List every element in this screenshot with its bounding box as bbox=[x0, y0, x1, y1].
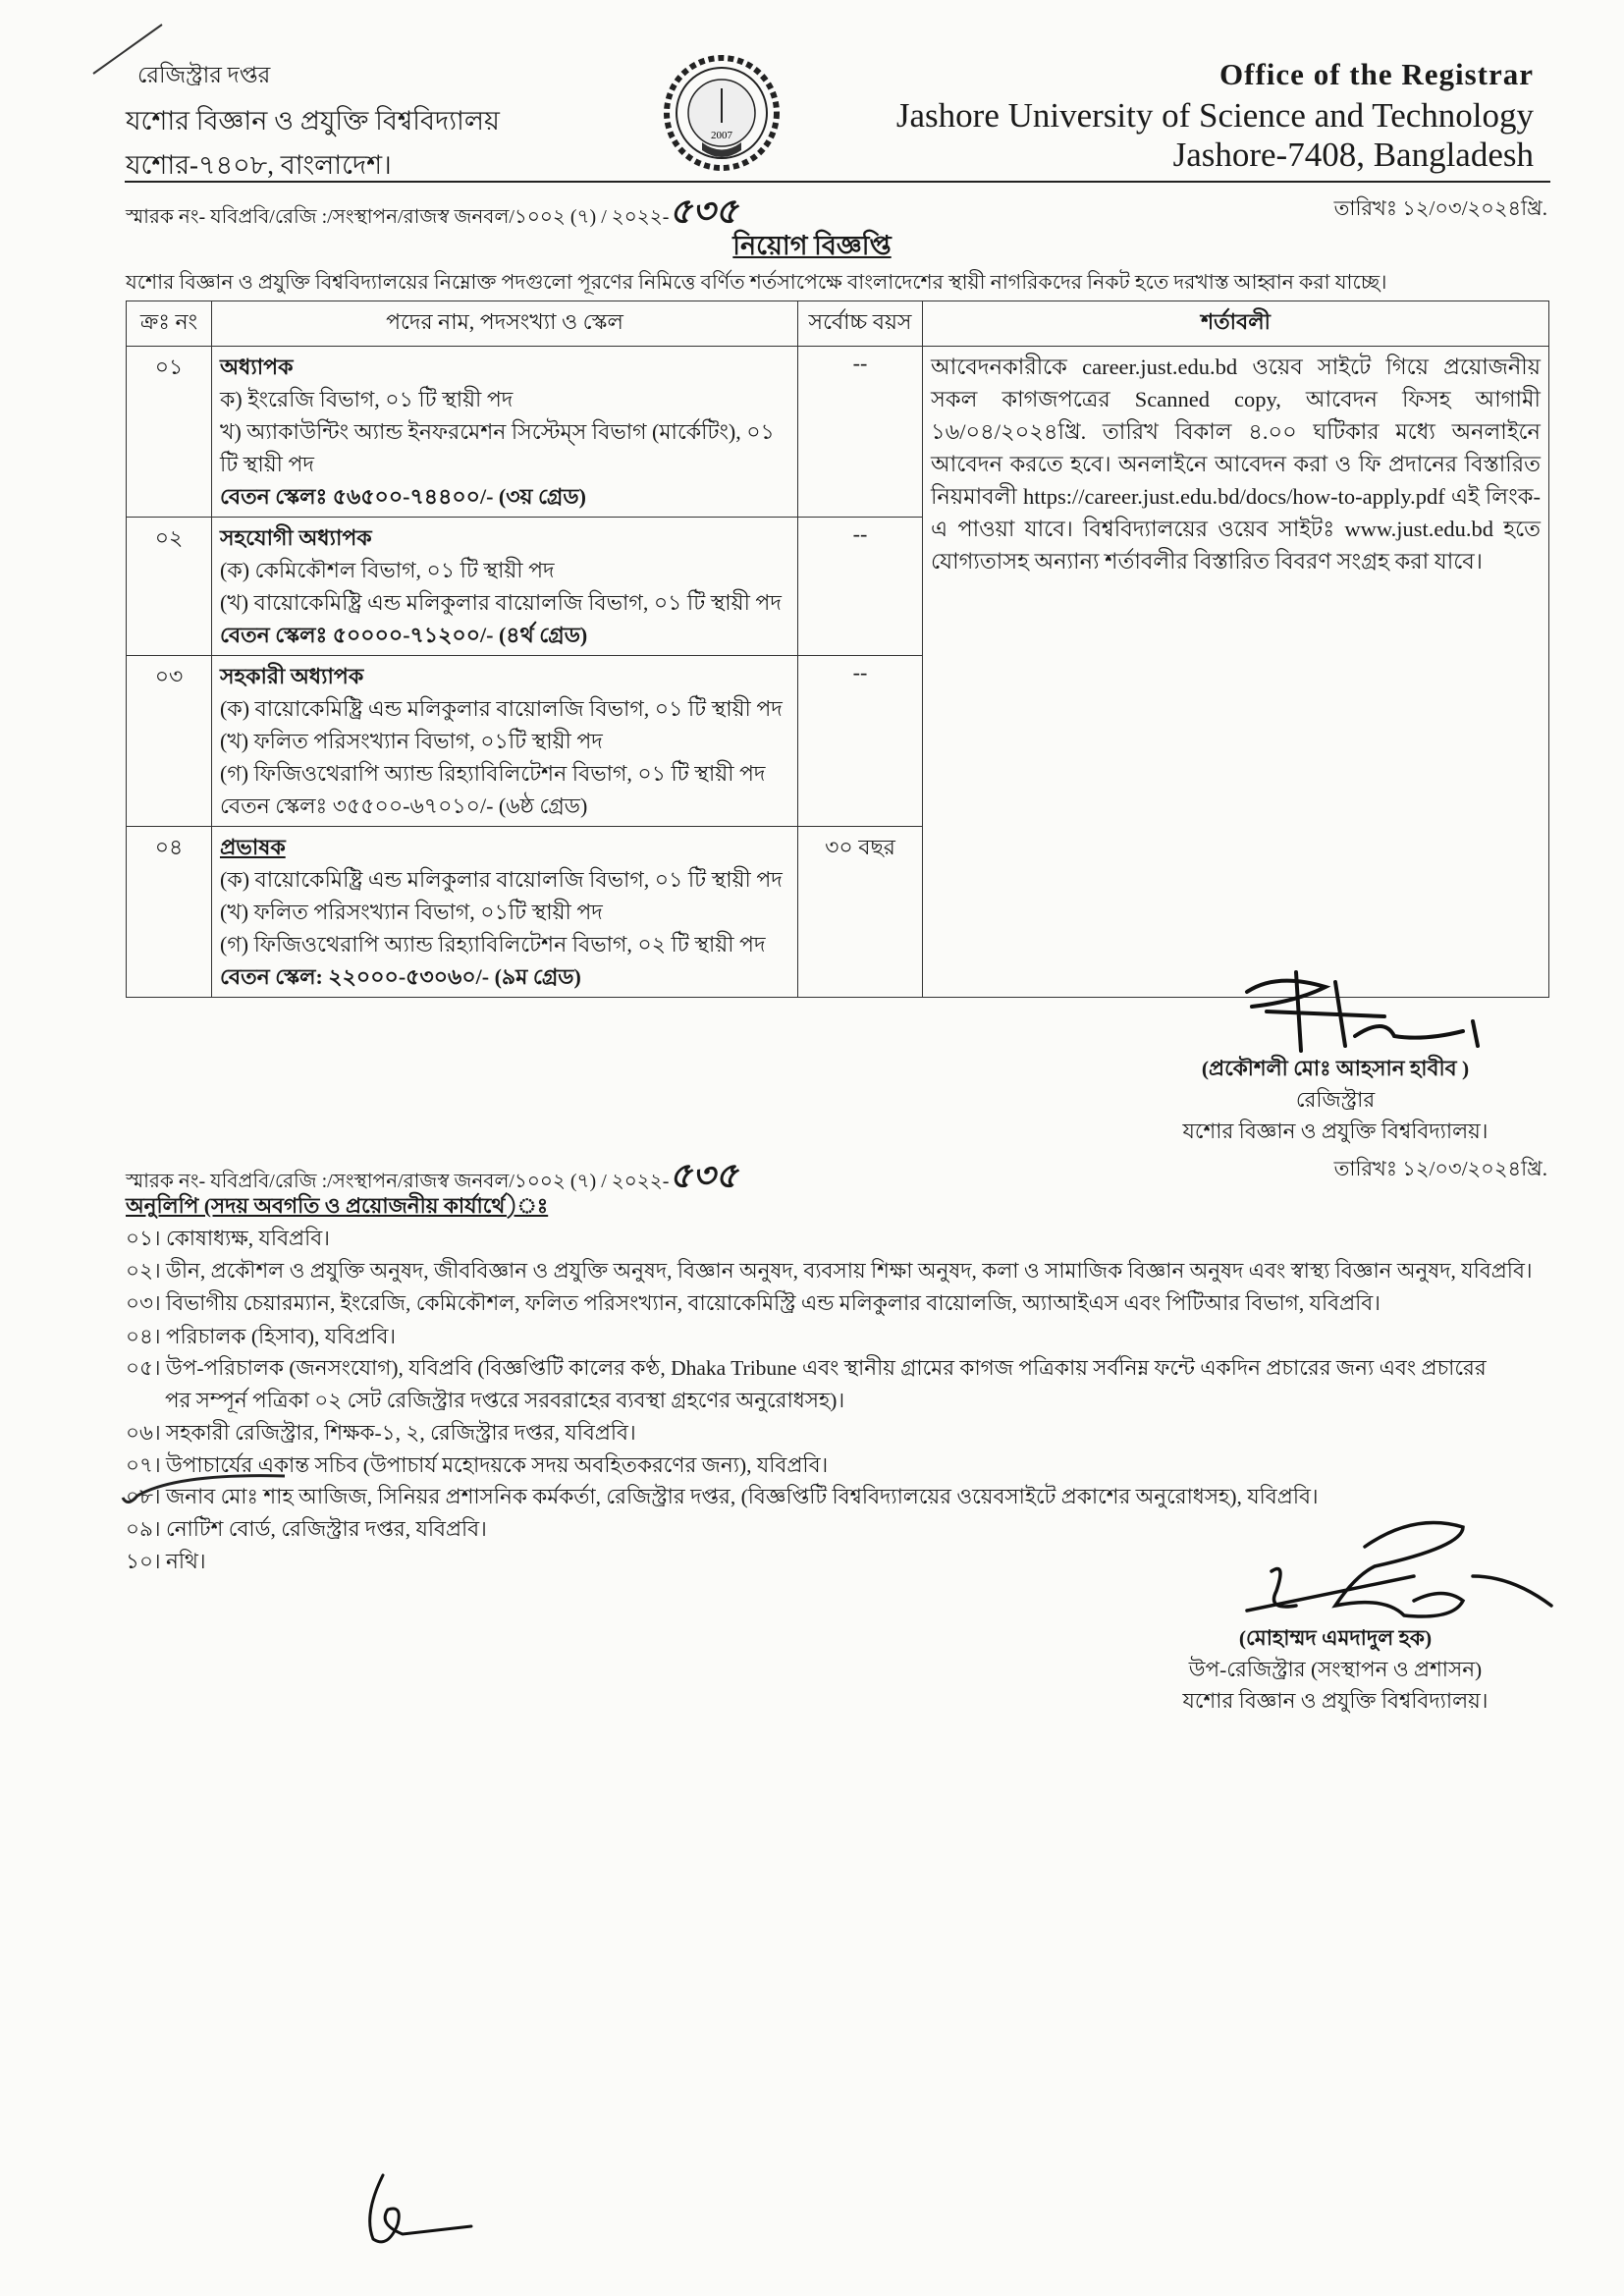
signatory1-name: (প্রকৌশলী মোঃ আহসান হাবীব ) bbox=[1201, 1057, 1470, 1080]
position-title: অধ্যাপক bbox=[220, 355, 294, 379]
signatory2-name: (মোহাম্মদ এমদাদুল হক) bbox=[1238, 1626, 1433, 1650]
copy-item: ০৩। বিভাগীয় চেয়ারম্যান, ইংরেজি, কেমিকৌশল, ফলিত পরিসংখ্যান, বায়োকেমিস্ট্রি এন্ড মলিকুলার বায়োলজি, অ্যাআইএস এবং পিটিআর বিভাগ, যবিপ্রবি। bbox=[126, 1291, 1380, 1315]
row-serial: ০৪ bbox=[127, 827, 212, 998]
pay-scale: বেতন স্কেল: ২২০০০-৫৩০৬০/- (৯ম গ্রেড) bbox=[220, 964, 581, 989]
copy-item: ০৬। সহকারী রেজিস্ট্রার, শিক্ষক-১, ২, রেজিস্ট্রার দপ্তর, যবিপ্রবি। bbox=[126, 1421, 636, 1445]
initials-scribble bbox=[344, 2165, 481, 2254]
row-position bbox=[212, 347, 798, 518]
notice-intro: যশোর বিজ্ঞান ও প্রযুক্তি বিশ্ববিদ্যালয়ের নিম্নোক্ত পদগুলো পূরণের নিমিত্তে বর্ণিত শর্তসাপেক্ষে বাংলাদেশের স্থায়ী নাগরিকদের নিকট হতে দরখাস্ত আহ্বান করা যাচ্ছে। bbox=[126, 272, 1387, 294]
pay-scale: বেতন স্কেলঃ ৫০০০০-৭১২০০/- (৪র্থ গ্রেড) bbox=[220, 623, 588, 647]
copy-item: ০২। ডীন, প্রকৌশল ও প্রযুক্তি অনুষদ, জীববিজ্ঞান ও প্রযুক্তি অনুষদ, বিজ্ঞান অনুষদ, ব্যবসায় শিক্ষা অনুষদ, কলা ও সামাজিক বিজ্ঞান অনুষদ এবং স্বাস্থ্য বিজ্ঞান অনুষদ, যবিপ্রবি। bbox=[126, 1259, 1533, 1283]
signatory2-institution: যশোর বিজ্ঞান ও প্রযুক্তি বিশ্ববিদ্যালয়। bbox=[1182, 1689, 1489, 1713]
position-line: (খ) ফলিত পরিসংখ্যান বিভাগ, ০১টি স্থায়ী পদ bbox=[220, 729, 603, 753]
position-title: প্রভাষক bbox=[220, 835, 286, 859]
header-bn-office: রেজিস্ট্রার দপ্তর bbox=[137, 63, 271, 87]
position-line: (গ) ফিজিওথেরাপি অ্যান্ড রিহ্যাবিলিটেশন বিভাগ, ০২ টি স্থায়ী পদ bbox=[220, 932, 766, 957]
memo-handwritten-number: ৫৩৫ bbox=[669, 1156, 738, 1195]
header-en-address: Jashore-7408, Bangladesh bbox=[1172, 136, 1534, 174]
position-line: (ক) কেমিকৌশল বিভাগ, ০১ টি স্থায়ী পদ bbox=[220, 558, 555, 582]
signatory1-designation: রেজিস্ট্রার bbox=[1295, 1088, 1376, 1112]
copy-item: ০৭। উপাচার্যের একান্ত সচিব (উপাচার্য মহোদয়কে সদয় অবহিতকরণের জন্য), যবিপ্রবি। bbox=[126, 1453, 829, 1477]
copy-item: ০৫। উপ-পরিচালক (জনসংযোগ), যবিপ্রবি (বিজ্ঞপ্তিটি কালের কণ্ঠ, Dhaka Tribune এবং স্থানীয় গ্রামের কাগজ পত্রিকায় সর্বনিম্ন ফন্টে একদিন প্রচারের জন্য এবং প্রচারের bbox=[126, 1356, 1487, 1380]
memo-number-text: স্মারক নং- যবিপ্রবি/রেজি :/সংস্থাপন/রাজস্ব জনবল/১০০২ (৭) / ২০২২- bbox=[126, 206, 670, 228]
pay-scale: বেতন স্কেলঃ ৩৫৫০০-৬৭০১০/- (৬ষ্ঠ গ্রেড) bbox=[220, 793, 588, 818]
notice-title: নিয়োগ বিজ্ঞপ্তি bbox=[732, 231, 892, 260]
table-row bbox=[127, 347, 1549, 518]
signatory2-block bbox=[1119, 1622, 1551, 1717]
row-age: -- bbox=[798, 347, 923, 518]
vacancy-table bbox=[126, 301, 1549, 998]
svg-text:2007: 2007 bbox=[711, 130, 732, 141]
memo-number-text: স্মারক নং- যবিপ্রবি/রেজি :/সংস্থাপন/রাজস্ব জনবল/১০০২ (৭) / ২০২২- bbox=[126, 1171, 670, 1192]
conditions-paragraph: আবেদনকারীকে career.just.edu.bd ওয়েব সাইটে গিয়ে প্রয়োজনীয় সকল কাগজপত্রের Scanned copy, আবেদন ফিসহ আগামী ১৬/০৪/২০২৪খ্রি. তারিখ বিকাল ৪.০০ ঘটিকার মধ্যে অনলাইনে আবেদন করতে হবে। অনলাইনে আবেদন করা ও ফি প্রদানের বিস্তারিত নিয়মাবলী https://career.just.edu.bd/docs/how-to-apply.pdf এই লিংক-এ পাওয়া যাবে। বিশ্ববিদ্যালয়ের ওয়েব সাইটঃ www.just.edu.bd হতে যোগ্যতাসহ অন্যান্য শর্তাবলীর বিস্তারিত বিবরণ সংগ্রহ করা যাবে। bbox=[931, 355, 1541, 574]
copy-item: ০৯। নোটিশ বোর্ড, রেজিস্ট্রার দপ্তর, যবিপ্রবি। bbox=[126, 1517, 487, 1541]
copy-item: ০১। কোষাধ্যক্ষ, যবিপ্রবি। bbox=[126, 1227, 330, 1250]
table-header-row bbox=[127, 301, 1549, 347]
university-seal bbox=[663, 54, 781, 172]
signatory2-designation: উপ-রেজিস্ট্রার (সংস্থাপন ও প্রশাসন) bbox=[1188, 1658, 1483, 1681]
registrar-signature bbox=[1237, 967, 1532, 1061]
pay-scale: বেতন স্কেলঃ ৫৬৫০০-৭৪৪০০/- (৩য় গ্রেড) bbox=[220, 484, 586, 509]
position-line: ক) ইংরেজি বিভাগ, ০১ টি স্থায়ী পদ bbox=[220, 387, 514, 411]
position-line: খ) অ্যাকাউন্টিং অ্যান্ড ইনফরমেশন সিস্টেম্স বিভাগ (মার্কেটিং), ০১ টি স্থায়ী পদ bbox=[220, 419, 775, 476]
position-line: (খ) বায়োকেমিষ্ট্রি এন্ড মলিকুলার বায়োলজি বিভাগ, ০১ টি স্থায়ী পদ bbox=[220, 590, 782, 615]
row-serial: ০৩ bbox=[127, 656, 212, 827]
signatory1-institution: যশোর বিজ্ঞান ও প্রযুক্তি বিশ্ববিদ্যালয়। bbox=[1182, 1120, 1489, 1143]
copy-item: ১০। নথি। bbox=[126, 1550, 206, 1573]
row-serial: ০১ bbox=[127, 347, 212, 518]
copy-item: ০৪। পরিচালক (হিসাব), যবিপ্রবি। bbox=[126, 1325, 397, 1348]
col-position: পদের নাম, পদসংখ্যা ও স্কেল bbox=[212, 301, 798, 347]
pen-tick-mark bbox=[118, 1468, 295, 1507]
memo-date: তারিখঃ ১২/০৩/২০২৪খ্রি. bbox=[1333, 196, 1547, 220]
position-title: সহযোগী অধ্যাপক bbox=[220, 525, 372, 550]
row-age: -- bbox=[798, 656, 923, 827]
header-en-office: Office of the Registrar bbox=[1219, 57, 1534, 91]
header-bn-university: যশোর বিজ্ঞান ও প্রযুক্তি বিশ্ববিদ্যালয় bbox=[126, 106, 500, 136]
memo-handwritten-number: ৫৩৫ bbox=[669, 191, 738, 231]
memo-date-copy: তারিখঃ ১২/০৩/২০২৪খ্রি. bbox=[1333, 1157, 1547, 1180]
signatory1-block bbox=[1119, 1053, 1551, 1147]
copy-item-continuation: পর সম্পূর্ন পত্রিকা ০২ সেট রেজিস্ট্রার দপ্তরে সরবরাহের ব্যবস্থা গ্রহণের অনুরোধসহ)। bbox=[165, 1389, 845, 1412]
row-position bbox=[212, 827, 798, 998]
header-divider bbox=[125, 181, 1550, 183]
position-title: সহকারী অধ্যাপক bbox=[220, 664, 364, 688]
copy-item: ০৮। জনাব মোঃ শাহ আজিজ, সিনিয়র প্রশাসনিক কর্মকর্তা, রেজিস্ট্রার দপ্তর, (বিজ্ঞপ্তিটি বিশ্ববিদ্যালয়ের ওয়েবসাইটে প্রকাশের অনুরোধসহ), যবিপ্রবি। bbox=[126, 1485, 1319, 1508]
row-age: -- bbox=[798, 518, 923, 656]
position-line: (ক) বায়োকেমিষ্ট্রি এন্ড মলিকুলার বায়োলজি বিভাগ, ০১ টি স্থায়ী পদ bbox=[220, 696, 783, 721]
deputy-registrar-signature bbox=[1218, 1517, 1561, 1625]
row-serial: ০২ bbox=[127, 518, 212, 656]
col-conditions: শর্তাবলী bbox=[923, 301, 1549, 347]
row-age: ৩০ বছর bbox=[798, 827, 923, 998]
position-line: (গ) ফিজিওথেরাপি অ্যান্ড রিহ্যাবিলিটেশন বিভাগ, ০১ টি স্থায়ী পদ bbox=[220, 761, 766, 786]
row-position bbox=[212, 656, 798, 827]
copy-heading: অনুলিপি (সদয় অবগতি ও প্রয়োজনীয় কার্যার্থে)ঃ bbox=[126, 1194, 549, 1218]
conditions-text bbox=[923, 347, 1549, 998]
col-serial: ক্রঃ নং bbox=[127, 301, 212, 347]
position-line: (খ) ফলিত পরিসংখ্যান বিভাগ, ০১টি স্থায়ী পদ bbox=[220, 900, 603, 924]
header-en-university: Jashore University of Science and Technology bbox=[895, 96, 1534, 135]
header-bn-address: যশোর-৭৪০৮, বাংলাদেশ। bbox=[126, 150, 392, 180]
position-line: (ক) বায়োকেমিষ্ট্রি এন্ড মলিকুলার বায়োলজি বিভাগ, ০১ টি স্থায়ী পদ bbox=[220, 867, 783, 892]
row-position bbox=[212, 518, 798, 656]
col-max-age: সর্বোচ্চ বয়স bbox=[798, 301, 923, 347]
